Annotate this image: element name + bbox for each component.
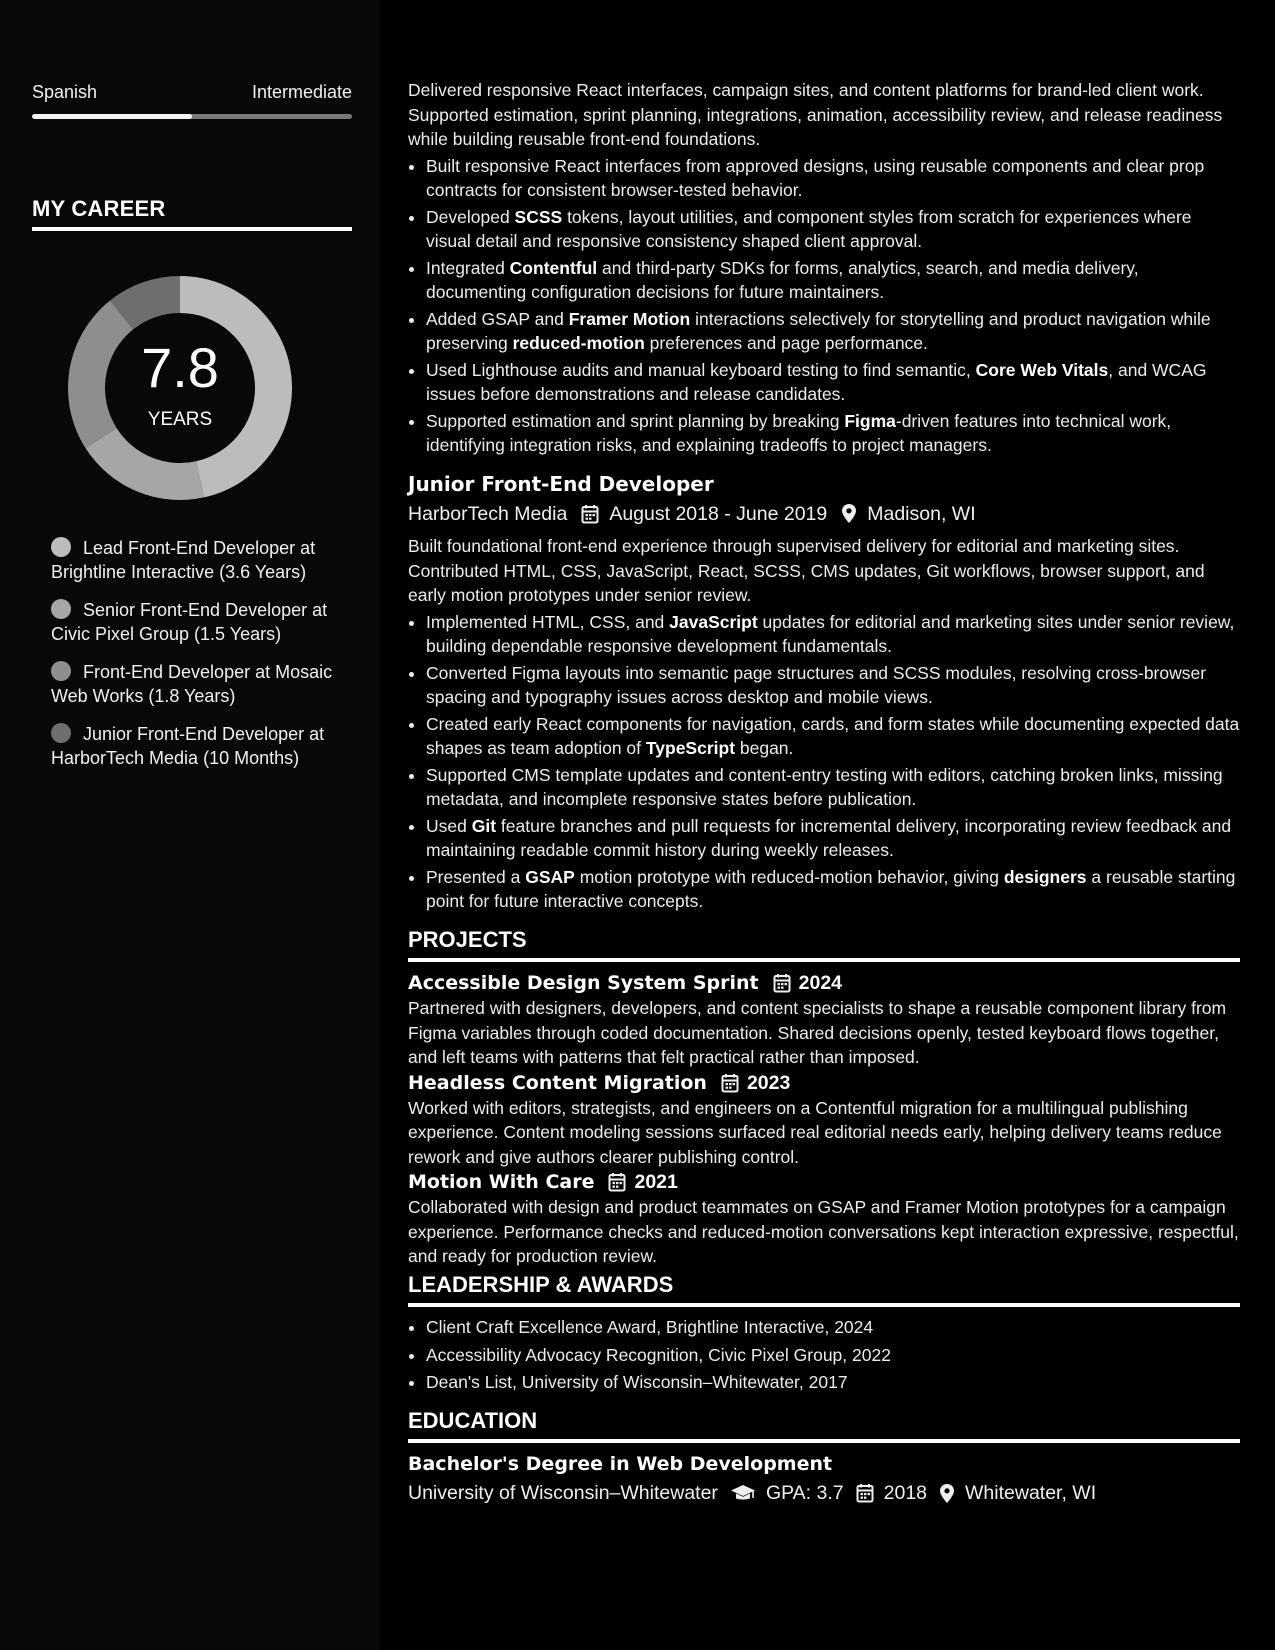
career-legend-item: [51, 536, 341, 584]
project-item: [408, 1070, 1240, 1170]
job-summary: Built foundational front-end experience through supervised delivery for editorial and marketing sites. Contributed HTML, CSS, JavaScript, React, SCSS, CMS updates, Git workflows, browser support, and early motion prototypes under senior review.: [408, 536, 1205, 605]
bullet-item: • Supported estimation and sprint planning by breaking Figma-driven features into technical work, identifying integration risks, and explaining tradeoffs to project managers.: [426, 409, 1240, 458]
project-description: Partnered with designers, developers, and content specialists to shape a reusable component library from Figma variables through coded documentation. Shared decisions openly, tested keyboard flows together, and left teams with patterns that felt practical rather than imposed.: [408, 998, 1227, 1067]
main-content: [408, 78, 1240, 1506]
education-degree: Bachelor's Degree in Web Development: [408, 1453, 833, 1475]
calendar-icon: [608, 1172, 626, 1192]
language-proficiency-fill: [32, 114, 192, 119]
job-location: Madison, WI: [867, 502, 976, 525]
project-item: [408, 970, 1240, 1070]
legend-label: Senior Front-End Developer at Civic Pixel Group (1.5 Years): [51, 600, 328, 644]
legend-dot: [51, 661, 71, 681]
education-school: University of Wisconsin–Whitewater: [408, 1482, 718, 1504]
project-title-row: [408, 1169, 1240, 1195]
projects-rule: [408, 958, 1240, 962]
bullet-item: • Implemented HTML, CSS, and JavaScript updates for editorial and marketing sites under senior review, building dependable responsive development fundamentals.: [426, 610, 1240, 659]
calendar-icon: [721, 1073, 739, 1093]
bullet-item: • Added GSAP and Framer Motion interactions selectively for storytelling and product navigation while preserving reduced-motion preferences and page performance.: [426, 307, 1240, 356]
education-rule: [408, 1439, 1240, 1443]
donut-segment: [86, 428, 204, 500]
bullet-item: • Presented a GSAP motion prototype with reduced-motion behavior, giving designers a reusable starting point for future interactive concepts.: [426, 865, 1240, 914]
calendar-icon: [856, 1483, 874, 1503]
language-proficiency-bar: [32, 114, 352, 119]
education-heading: EDUCATION: [408, 1407, 538, 1433]
bullet-item: • Built responsive React interfaces from approved designs, using reusable components and clear prop contracts for consistent browser-tested behavior.: [426, 154, 1240, 203]
project-description: Worked with editors, strategists, and engineers on a Contentful migration for a multilingual publishing experience. Content modeling sessions surfaced real editorial needs early, helping delivery teams reduce rework and give authors clearer publishing control.: [408, 1097, 1222, 1167]
project-year: 2024: [798, 972, 843, 994]
map-pin-icon: [841, 503, 857, 524]
job-bullets: [408, 610, 1240, 914]
bullet-item: • Developed SCSS tokens, layout utilities, and component styles from scratch for experiences where visual detail and responsive consistency shaped client approval.: [426, 205, 1240, 254]
map-pin-icon: [939, 1483, 955, 1504]
award-item: • Client Craft Excellence Award, Brightline Interactive, 2024: [426, 1315, 1240, 1340]
award-item: • Accessibility Advocacy Recognition, Civic Pixel Group, 2022: [426, 1343, 1240, 1368]
legend-dot: [51, 599, 71, 619]
legend-label: Lead Front-End Developer at Brightline Interactive (3.6 Years): [51, 538, 316, 582]
bullet-item: • Integrated Contentful and third-party SDKs for forms, analytics, search, and media delivery, documenting configuration decisions for future maintainers.: [426, 256, 1240, 305]
project-name: Motion With Care: [408, 1171, 595, 1193]
bullet-item: • Created early React components for navigation, cards, and form states while documenting expected data shapes as team adoption of TypeScript began.: [426, 712, 1240, 761]
projects-list: [408, 970, 1240, 1269]
legend-label: Junior Front-End Developer at HarborTech Media (10 Months): [51, 724, 325, 768]
education-location: Whitewater, WI: [965, 1482, 1097, 1504]
career-legend-item: [51, 722, 341, 770]
career-total-unit: YEARS: [147, 409, 213, 430]
job-summary: Delivered responsive React interfaces, campaign sites, and content platforms for brand-led client work. Supported estimation, sprint planning, integrations, animation, accessibility review, and release readiness while building reusable front-end foundations.: [408, 80, 1223, 149]
calendar-icon: [773, 973, 791, 993]
projects-heading: PROJECTS: [408, 926, 527, 952]
project-name: Accessible Design System Sprint: [408, 972, 759, 994]
education-meta: [408, 1481, 1240, 1506]
job-company: HarborTech Media: [408, 502, 568, 525]
language-row: [32, 82, 352, 103]
project-item: [408, 1169, 1240, 1269]
bullet-item: • Used Git feature branches and pull requests for incremental delivery, incorporating review feedback and maintaining readable commit history during weekly releases.: [426, 814, 1240, 863]
project-description: Collaborated with design and product teammates on GSAP and Framer Motion prototypes for a campaign experience. Performance checks and reduced-motion conversations kept interaction expressive, respectful, and ready for production review.: [408, 1197, 1239, 1266]
bullet-item: • Supported CMS template updates and content-entry testing with editors, catching broken links, missing metadata, and incomplete responsive states before publication.: [426, 763, 1240, 812]
career-heading: MY CAREER: [32, 196, 166, 221]
sidebar: [0, 0, 380, 1650]
language-level: Intermediate: [251, 82, 352, 102]
job-title: Junior Front-End Developer: [408, 471, 714, 496]
legend-dot: [51, 723, 71, 743]
education-gpa: GPA: 3.7: [765, 1482, 844, 1504]
calendar-icon: [581, 504, 599, 524]
job-meta: [408, 502, 1240, 527]
bullet-item: • Used Lighthouse audits and manual keyboard testing to find semantic, Core Web Vitals, and WCAG issues before demonstrations and release candidates.: [426, 358, 1240, 407]
project-name: Headless Content Migration: [408, 1071, 707, 1094]
career-legend-item: [51, 598, 341, 646]
project-year: 2023: [746, 1071, 791, 1094]
awards-rule: [408, 1303, 1240, 1307]
project-title-row: [408, 970, 1240, 996]
job-bullets: [408, 154, 1240, 458]
career-rule: [32, 227, 352, 231]
award-item: • Dean's List, University of Wisconsin–Whitewater, 2017: [426, 1370, 1240, 1395]
education-year: 2018: [883, 1482, 928, 1504]
career-legend: [51, 536, 341, 784]
career-legend-item: [51, 660, 341, 708]
career-total-years: 7.8: [141, 336, 219, 399]
job-dates: August 2018 - June 2019: [609, 502, 828, 525]
awards-heading: LEADERSHIP & AWARDS: [408, 1271, 674, 1297]
legend-dot: [51, 537, 71, 557]
bullet-item: • Converted Figma layouts into semantic page structures and SCSS modules, resolving cross-browser spacing and typography issues across desktop and mobile views.: [426, 661, 1240, 710]
project-title-row: [408, 1070, 1240, 1096]
graduation-cap-icon: [730, 1483, 756, 1503]
project-year: 2021: [634, 1171, 678, 1193]
awards-list: [408, 1315, 1240, 1395]
legend-label: Front-End Developer at Mosaic Web Works (1.8 Years): [51, 662, 333, 706]
language-name: Spanish: [32, 82, 98, 102]
